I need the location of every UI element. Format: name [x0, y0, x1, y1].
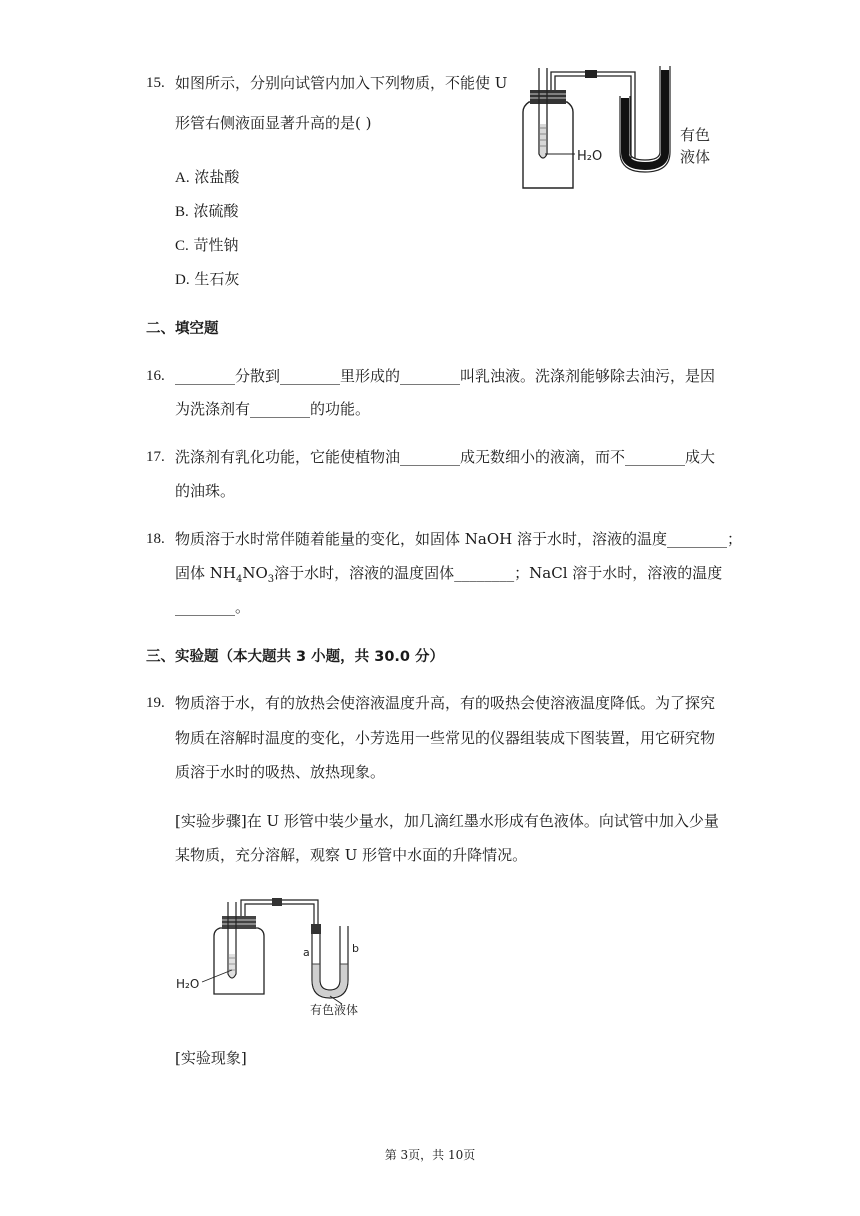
q18-number: 18. [146, 531, 165, 547]
q18-line2-part-a: 固体 NH [175, 564, 236, 582]
q19-step-line2: 某物质，充分溶解，观察 U 形管中水面的升降情况。 [175, 846, 528, 864]
q19-number: 19. [146, 695, 165, 711]
q16-text-line2: 为洗涤剂有________的功能。 [175, 400, 371, 418]
water-in-tube [540, 124, 546, 157]
q15-option-b[interactable] [175, 201, 239, 222]
stopper [222, 916, 256, 929]
option-text: 苛性钠 [193, 236, 239, 254]
section-title-fill-blank: 二、填空题 [146, 321, 219, 337]
q15-text-line2: 形管右侧液面显著升高的是( ) [175, 114, 372, 132]
page-footer: 第 3页，共 10页 [384, 1148, 476, 1162]
water-in-tube [229, 954, 235, 977]
q15-liquid-label-1: 有色 [680, 126, 711, 144]
q16-number: 16. [146, 368, 165, 384]
q15-option-c[interactable] [175, 235, 239, 256]
q17-text-line2: 的油珠。 [175, 482, 236, 500]
option-text: 浓盐酸 [194, 168, 240, 186]
option-letter: D. [175, 272, 190, 288]
option-text: 生石灰 [194, 270, 240, 288]
q18-text-line2 [175, 563, 722, 590]
option-letter: C. [175, 238, 189, 254]
q16-text-line1: ________分散到________里形成的________叫乳浊液。洗涤剂能够除去油污，是因 [175, 367, 716, 385]
option-letter: B. [175, 204, 189, 220]
q15-water-label: H₂O [577, 149, 603, 164]
q18-subscript-4: 4 [235, 574, 243, 585]
u-tube-liquid [313, 964, 348, 997]
q19-apparatus-figure [172, 890, 372, 1020]
q19-text-line1: 物质溶于水，有的放热会使溶液温度升高，有的吸热会使溶液温度降低。为了探究 [175, 694, 716, 712]
label-a: a [303, 946, 310, 959]
q15-option-d[interactable] [175, 269, 239, 290]
q18-text-line1: 物质溶于水时常伴随着能量的变化，如固体 NaOH 溶于水时，溶液的温度________； [175, 530, 742, 548]
option-letter: A. [175, 170, 190, 186]
q19-text-line3: 质溶于水时的吸热、放热现象。 [175, 763, 386, 781]
bottle-outline [214, 928, 264, 994]
q18-line2-part-b: NO [242, 564, 268, 582]
stopper [530, 90, 566, 104]
section-title-experiment: 三、实验题（本大题共 3 小题，共 30.0 分） [146, 649, 445, 665]
q15-liquid-label-2: 液体 [680, 148, 711, 166]
q19-step-line1: [实验步骤]在 U 形管中装少量水，加几滴红墨水形成有色液体。向试管中加入少量 [175, 812, 719, 830]
q18-line2-part-c: 溶于水时，溶液的温度固体________；NaCl 溶于水时，溶液的温度 [274, 564, 723, 582]
u-tube-stopper [311, 924, 321, 934]
tube-joint [272, 898, 282, 906]
q17-number: 17. [146, 449, 165, 465]
q19-water-label: H₂O [176, 977, 200, 991]
q15-option-a[interactable] [175, 167, 239, 188]
tube-joint [585, 70, 597, 78]
q17-text-line1: 洗涤剂有乳化功能，它能使植物油________成无数细小的液滴，而不________成大 [175, 448, 716, 466]
q18-subscript-3: 3 [267, 574, 275, 585]
water-pointer-line [202, 970, 232, 982]
q19-phenomenon: [实验现象] [175, 1049, 247, 1067]
option-text: 浓硫酸 [193, 202, 239, 220]
q19-text-line2: 物质在溶解时温度的变化，小芳选用一些常见的仪器组装成下图装置，用它研究物 [175, 729, 716, 747]
q15-number: 15. [146, 75, 165, 91]
q15-apparatus-figure [515, 62, 725, 194]
label-b: b [352, 942, 359, 955]
q19-liquid-label: 有色液体 [310, 1003, 359, 1017]
q15-text-line1: 如图所示，分别向试管内加入下列物质，不能使 U [175, 74, 508, 92]
q18-text-line3: ________。 [175, 598, 251, 616]
bottle-outline [523, 102, 573, 188]
